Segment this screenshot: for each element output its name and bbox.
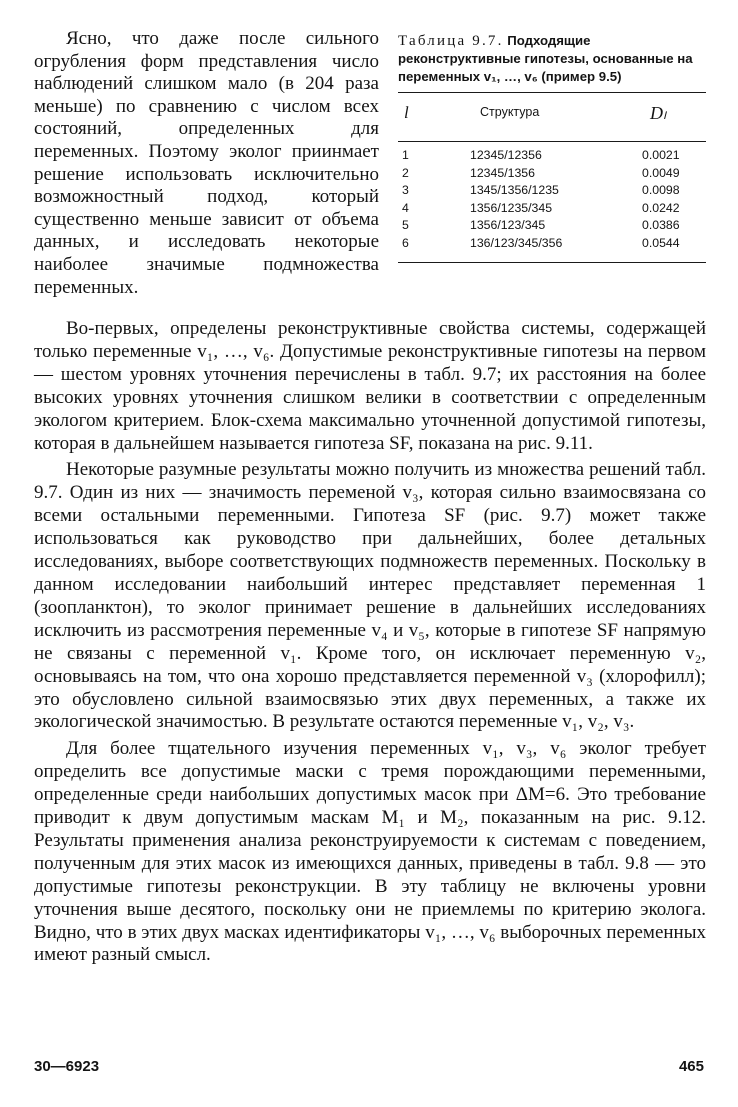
cell-structure: 12345/1356 [470,165,535,180]
cell-distance: 0.0021 [642,148,680,162]
table-row [398,166,706,184]
cell-level: 6 [402,235,409,250]
left-column-paragraph: Ясно, что даже после сильного огрубления форм представления число наблюдений слишком мало (в 204 раза меньше) по сравнению с числом всех состояний, определенных для переменных. Поэтому эколог приинмает решение использовать исключительно возможностный подход, который существенно меньше зависит от объема данных, и исследовать некоторые наиболее значимые подмножества переменных. [34,28,379,298]
table-header-rule [398,141,706,142]
cell-level: 5 [402,218,409,233]
table-caption-label: Таблица 9.7. [398,33,504,49]
table-caption [398,32,706,86]
cell-structure: 1345/1356/1235 [470,183,559,198]
cell-distance: 0.0242 [642,200,680,215]
table-9-7 [398,32,706,263]
table-caption-text: Подходящие реконструктивные гипотезы, основанные на переменных v₁, …, v₆ (пример 9.5) [398,33,693,84]
cell-level: 1 [402,148,409,162]
cell-distance: 0.0544 [642,235,680,250]
body-text [34,318,706,967]
table-row [398,201,706,219]
table-row [398,148,706,166]
left-column [34,28,379,299]
page [34,28,706,971]
table-row [398,218,706,236]
header-structure: Структура [480,105,540,119]
cell-structure: 1356/1235/345 [470,200,553,215]
paragraph: Некоторые разумные результаты можно получить из множества решений табл. 9.7. Один из них — значимость переменой v₃, которая сильно взаимосвязана со всеми остальными переменными. Гипотеза SF (рис. 9.7) может также использоваться как руководство при дальнейших, более детальных исследованиях, выборе соответствующих подмножеств переменных. Поскольку в данном исследовании наибольший интерес представляет переменная 1 (зоопланктон), то эколог принимает решение в дальнейших исследованиях исключить из рассмотрения переменные v₄ и v₅, которые в гипотезе SF напрямую не связаны с переменной v₁. Кроме того, он исключает переменную v₂, основываясь на том, что она хорошо представляется переменной v₃ (хлорофилл); это обусловлено сильной взаимосвязью этих двух переменных, а также их экологической значимостью. В результате остаются переменные v₁, v₂, v₃. [34,459,706,733]
cell-level: 4 [402,200,409,215]
page-number: 465 [678,1058,704,1075]
cell-level: 3 [402,183,409,198]
cell-structure: 12345/12356 [470,148,542,162]
cell-structure: 1356/123/345 [470,218,546,233]
table-body [398,148,706,254]
table-header [398,93,706,135]
cell-distance: 0.0098 [642,183,680,198]
paragraph: Во-первых, определены реконструктивные свойства системы, содержащей только переменные v₁, …, v₆. Допустимые реконструктивные гипотезы на первом — шестом уровнях уточнения перечислены в табл. 9.7; их расстояния на более высоких уровнях уточнения слишком велики в соответствии с определенным экологом критерием. Блок-схема максимально уточненной допустимой гипотезы, которая в дальнейшем называется гипотеза SF, показана на рис. 9.11. [34,318,706,454]
header-distance: Dₗ [650,103,666,123]
table-row [398,236,706,254]
cell-distance: 0.0049 [642,165,680,180]
top-section [34,28,706,318]
cell-distance: 0.0386 [642,218,680,233]
header-level: l [404,103,409,122]
cell-structure: 136/123/345/356 [470,235,563,250]
paragraph: Для более тщательного изучения переменных v₁, v₃, v₆ эколог требует определить все допустимые маски с тремя порождающими переменными, определенные среди наибольших допустимых масок при ΔM=6. Это требование приводит к двум допустимым маскам M₁ и M₂, показанным на рис. 9.12. Результаты применения анализа реконструируемости к системам с поведением, полученным для этих масок из имеющихся данных, приведены в табл. 9.8 — это допустимые гипотезы реконструкции. В эту таблицу не включены уровни уточнения выше десятого, поскольку они не приемлемы по критерию эколога. Видно, что в этих двух масках идентификаторы v₁, …, v₆ выборочных переменных имеют разный смысл. [34,738,706,966]
cell-level: 2 [402,165,409,180]
table-bottom-rule [398,262,706,263]
signature-mark: 30—6923 [34,1058,100,1075]
table-row [398,183,706,201]
